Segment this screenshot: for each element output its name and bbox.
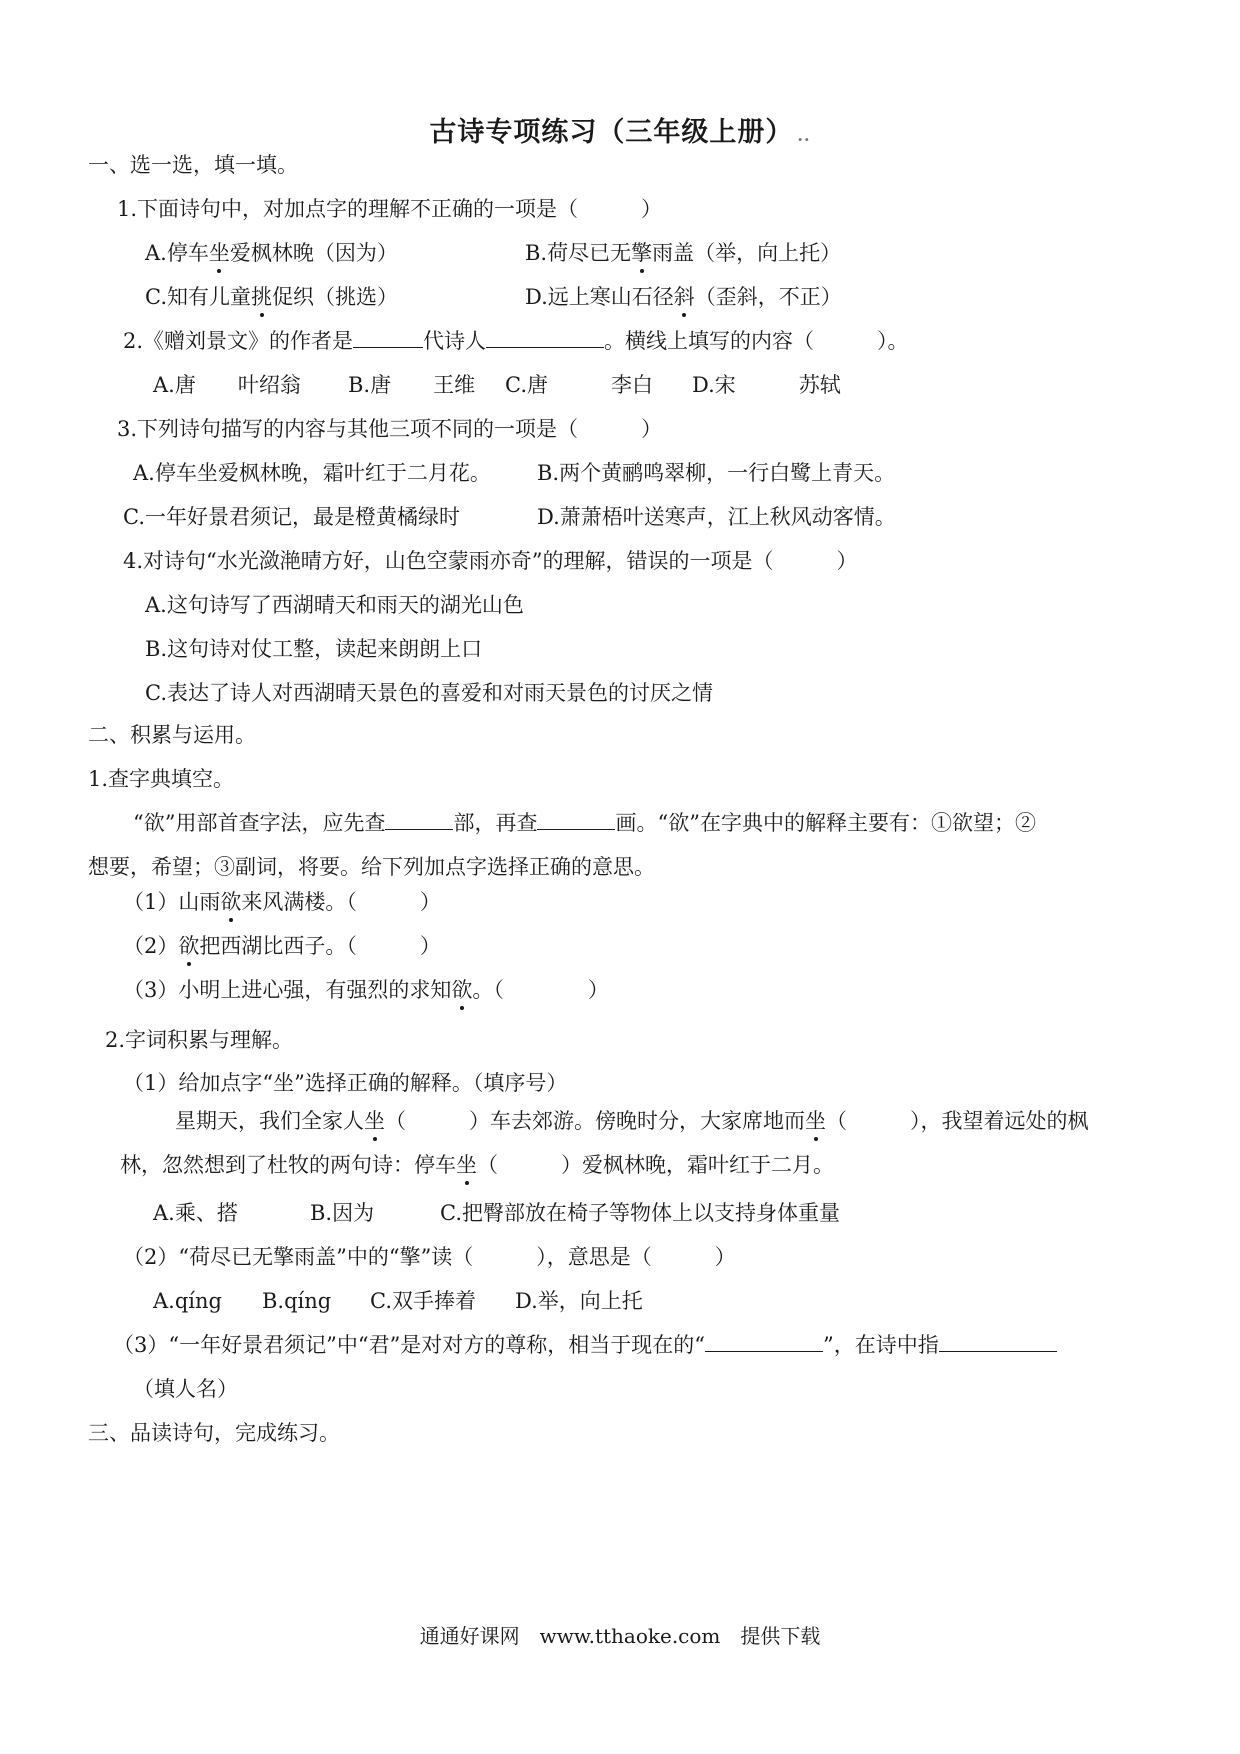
q1-option-b: B.荷尽已无擎雨盖（举，向上托） [525, 238, 841, 268]
title-marks: .. [797, 126, 811, 145]
q22-option-b: B.因为 [310, 1201, 375, 1225]
q4-option-a: A.这句诗写了西湖晴天和雨天的湖光山色 [145, 593, 524, 617]
q21-blank-strokes[interactable] [537, 809, 615, 830]
q1-option-d: D.远上寒山石径斜（歪斜，不正） [525, 282, 842, 312]
q1-option-a: A.停车坐爱枫林晚（因为） [145, 238, 398, 268]
q4-option-c: C.表达了诗人对西湖晴天景色的喜爱和对雨天景色的讨厌之情 [145, 681, 713, 705]
q3-option-b: B.两个黄鹂鸣翠柳，一行白鹭上青天。 [537, 461, 896, 485]
q3-stem: 3.下列诗句描写的内容与其他三项不同的一项是（ ） [117, 417, 663, 441]
q1-option-c: C.知有儿童挑促织（挑选） [145, 282, 398, 312]
q4-option-b: B.这句诗对仗工整，读起来朗朗上口 [145, 637, 483, 661]
q4-stem: 4.对诗句“水光潋滟晴方好，山色空蒙雨亦奇”的理解，错误的一项是（ ） [123, 549, 858, 573]
q22-p2-option-b: B.qíng [262, 1289, 332, 1313]
q22-blank-modern-term[interactable] [705, 1331, 823, 1352]
q22-p2-option-a: A.qíng [153, 1289, 222, 1313]
q22-option-a: A.乘、搭 [153, 1201, 238, 1225]
page-footer: 通通好课网 www.tthaoke.com 提供下载 [419, 1624, 821, 1648]
q22-option-c: C.把臀部放在椅子等物体上以支持身体重量 [440, 1201, 840, 1225]
q1-stem: 1.下面诗句中，对加点字的理解不正确的一项是（ ） [117, 197, 663, 221]
q2-blank-poet[interactable] [486, 327, 604, 348]
section-2-heading: 二、积累与运用。 [88, 723, 256, 747]
q21-blank-radical[interactable] [385, 809, 453, 830]
q22-p2-option-c: C.双手捧着 [370, 1289, 476, 1313]
q22-story-line-1: 星期天，我们全家人坐（ ）车去郊游。傍晚时分，大家席地而坐（ ），我望着远处的枫 [175, 1106, 1089, 1136]
q22-part-1: （1）给加点字“坐”选择正确的解释。（填序号） [123, 1071, 568, 1095]
title-text: 古诗专项练习（三年级上册） [429, 117, 794, 148]
q2-stem: 2.《赠刘景文》的作者是 代诗人 。横线上填写的内容（ ）。 [123, 329, 909, 353]
q21-item-3: （3）小明上进心强，有强烈的求知欲。（ ） [123, 975, 609, 1005]
section-3-heading: 三、品读诗句，完成练习。 [88, 1421, 340, 1445]
q21-line-1: “欲”用部首查字法，应先查 部，再查 画。“欲”在字典中的解释主要有：①欲望；② [133, 811, 1036, 835]
q22-story-line-2: 林，忽然想到了杜牧的两句诗：停车坐（ ）爱枫林晚，霜叶红于二月。 [120, 1150, 834, 1180]
q3-option-d: D.萧萧梧叶送寒声，江上秋风动客情。 [537, 505, 896, 529]
q22-part-3: （3）“一年好景君须记”中“君”是对对方的尊称，相当于现在的“ ”，在诗中指 [113, 1330, 1057, 1360]
q3-option-c: C.一年好景君须记，最是橙黄橘绿时 [123, 505, 460, 529]
q22-blank-person[interactable] [939, 1331, 1057, 1352]
q22-p2-option-d: D.举，向上托 [515, 1289, 643, 1313]
q3-option-a: A.停车坐爱枫林晚，霜叶红于二月花。 [133, 461, 491, 485]
q2-option-b: B.唐 王维 [348, 373, 476, 397]
q21-item-1: （1）山雨欲来风满楼。（ ） [123, 887, 441, 917]
q22-heading: 2.字词积累与理解。 [105, 1028, 294, 1052]
page-title [0, 110, 1240, 149]
q2-blank-dynasty[interactable] [353, 327, 423, 348]
q21-heading: 1.查字典填空。 [88, 767, 235, 791]
q2-option-c: C.唐 李白 [505, 373, 653, 397]
q21-line-2: 想要，希望；③副词，将要。给下列加点字选择正确的意思。 [88, 855, 655, 879]
q2-option-a: A.唐 叶绍翁 [153, 373, 301, 397]
section-1-heading: 一、选一选，填一填。 [88, 153, 298, 177]
q22-part-3-note: （填人名） [133, 1377, 238, 1401]
q22-part-2: （2）“荷尽已无擎雨盖”中的“擎”读（ ），意思是（ ） [123, 1245, 736, 1269]
q2-option-d: D.宋 苏轼 [692, 373, 841, 397]
q21-item-2: （2）欲把西湖比西子。（ ） [123, 931, 441, 961]
